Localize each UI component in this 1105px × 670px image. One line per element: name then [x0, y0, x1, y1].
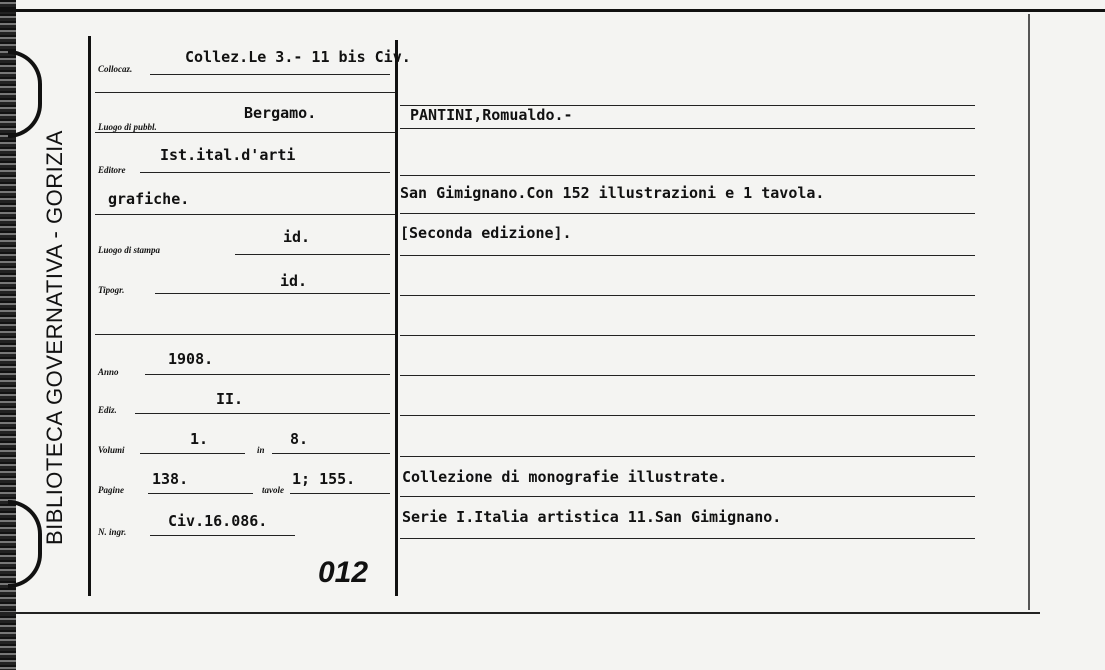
field-value-volumi: 1. — [190, 430, 209, 448]
rule — [148, 493, 253, 494]
rule — [95, 132, 395, 133]
rule — [155, 293, 390, 294]
rule — [140, 172, 390, 173]
field-label-editore: Editore — [98, 165, 126, 175]
left-column-rule — [88, 36, 91, 596]
field-label-luogo-pubbl: Luogo di pubbl. — [98, 122, 157, 132]
field-value-collocazione: Collez.Le 3.- 11 bis Civ. — [185, 48, 411, 66]
rule — [95, 214, 395, 215]
field-value-pagine: 138. — [152, 470, 189, 488]
field-value-tavole: 1; 155. — [292, 470, 356, 488]
field-value-luogo-pubbl: Bergamo. — [244, 104, 317, 122]
rule — [400, 295, 975, 296]
edition-line: [Seconda edizione]. — [400, 224, 572, 242]
rule — [400, 335, 975, 336]
rule — [400, 538, 975, 539]
rule — [235, 254, 390, 255]
field-label-numero-ingresso: N. ingr. — [98, 527, 127, 537]
field-value-numero-ingresso: Civ.16.086. — [168, 512, 268, 530]
rule — [290, 493, 390, 494]
rule — [272, 453, 390, 454]
field-value-anno: 1908. — [168, 350, 214, 368]
author-line: PANTINI,Romualdo.- — [410, 106, 573, 124]
field-label-tavole: tavole — [262, 485, 284, 495]
field-value-editore-cont: grafiche. — [108, 190, 190, 208]
rule — [150, 535, 295, 536]
card-right-edge — [1028, 14, 1030, 610]
rule — [400, 213, 975, 214]
rule — [400, 415, 975, 416]
rule — [400, 128, 975, 129]
middle-column-rule — [395, 40, 398, 596]
rule — [140, 453, 245, 454]
rule — [400, 456, 975, 457]
rule — [400, 255, 975, 256]
field-label-collocazione: Collocaz. — [98, 64, 133, 74]
binder-ring-top — [8, 50, 42, 138]
field-label-pagine: Pagine — [98, 485, 124, 495]
rule — [95, 92, 395, 93]
field-label-luogo-stampa: Luogo di stampa — [98, 245, 161, 255]
series-line: Collezione di monografie illustrate. — [402, 468, 728, 486]
series-detail-line: Serie I.Italia artistica 11.San Gimignano. — [402, 508, 782, 526]
binder-ring-bottom — [8, 500, 42, 588]
rule — [145, 374, 390, 375]
field-label-volumi: Volumi — [98, 445, 125, 455]
library-stamp: BIBLIOTECA GOVERNATIVA - GORIZIA — [42, 130, 67, 545]
rule — [150, 74, 390, 75]
rule — [135, 413, 390, 414]
rule — [400, 175, 975, 176]
field-value-luogo-stampa: id. — [283, 228, 311, 246]
card-bottom-border — [0, 612, 1040, 614]
field-label-in: in — [257, 445, 265, 455]
field-label-anno: Anno — [98, 367, 119, 377]
field-value-editore: Ist.ital.d'arti — [160, 146, 296, 164]
field-label-tipografia: Tipogr. — [98, 285, 125, 295]
field-value-in: 8. — [290, 430, 309, 448]
field-value-edizione: II. — [216, 390, 244, 408]
field-value-tipografia: id. — [280, 272, 308, 290]
handwritten-mark: 012 — [318, 556, 369, 589]
field-label-edizione: Ediz. — [98, 405, 117, 415]
title-line: San Gimignano.Con 152 illustrazioni e 1 tavola. — [400, 184, 825, 202]
card-top-border — [0, 9, 1105, 12]
rule — [95, 334, 395, 335]
rule — [400, 375, 975, 376]
rule — [400, 496, 975, 497]
